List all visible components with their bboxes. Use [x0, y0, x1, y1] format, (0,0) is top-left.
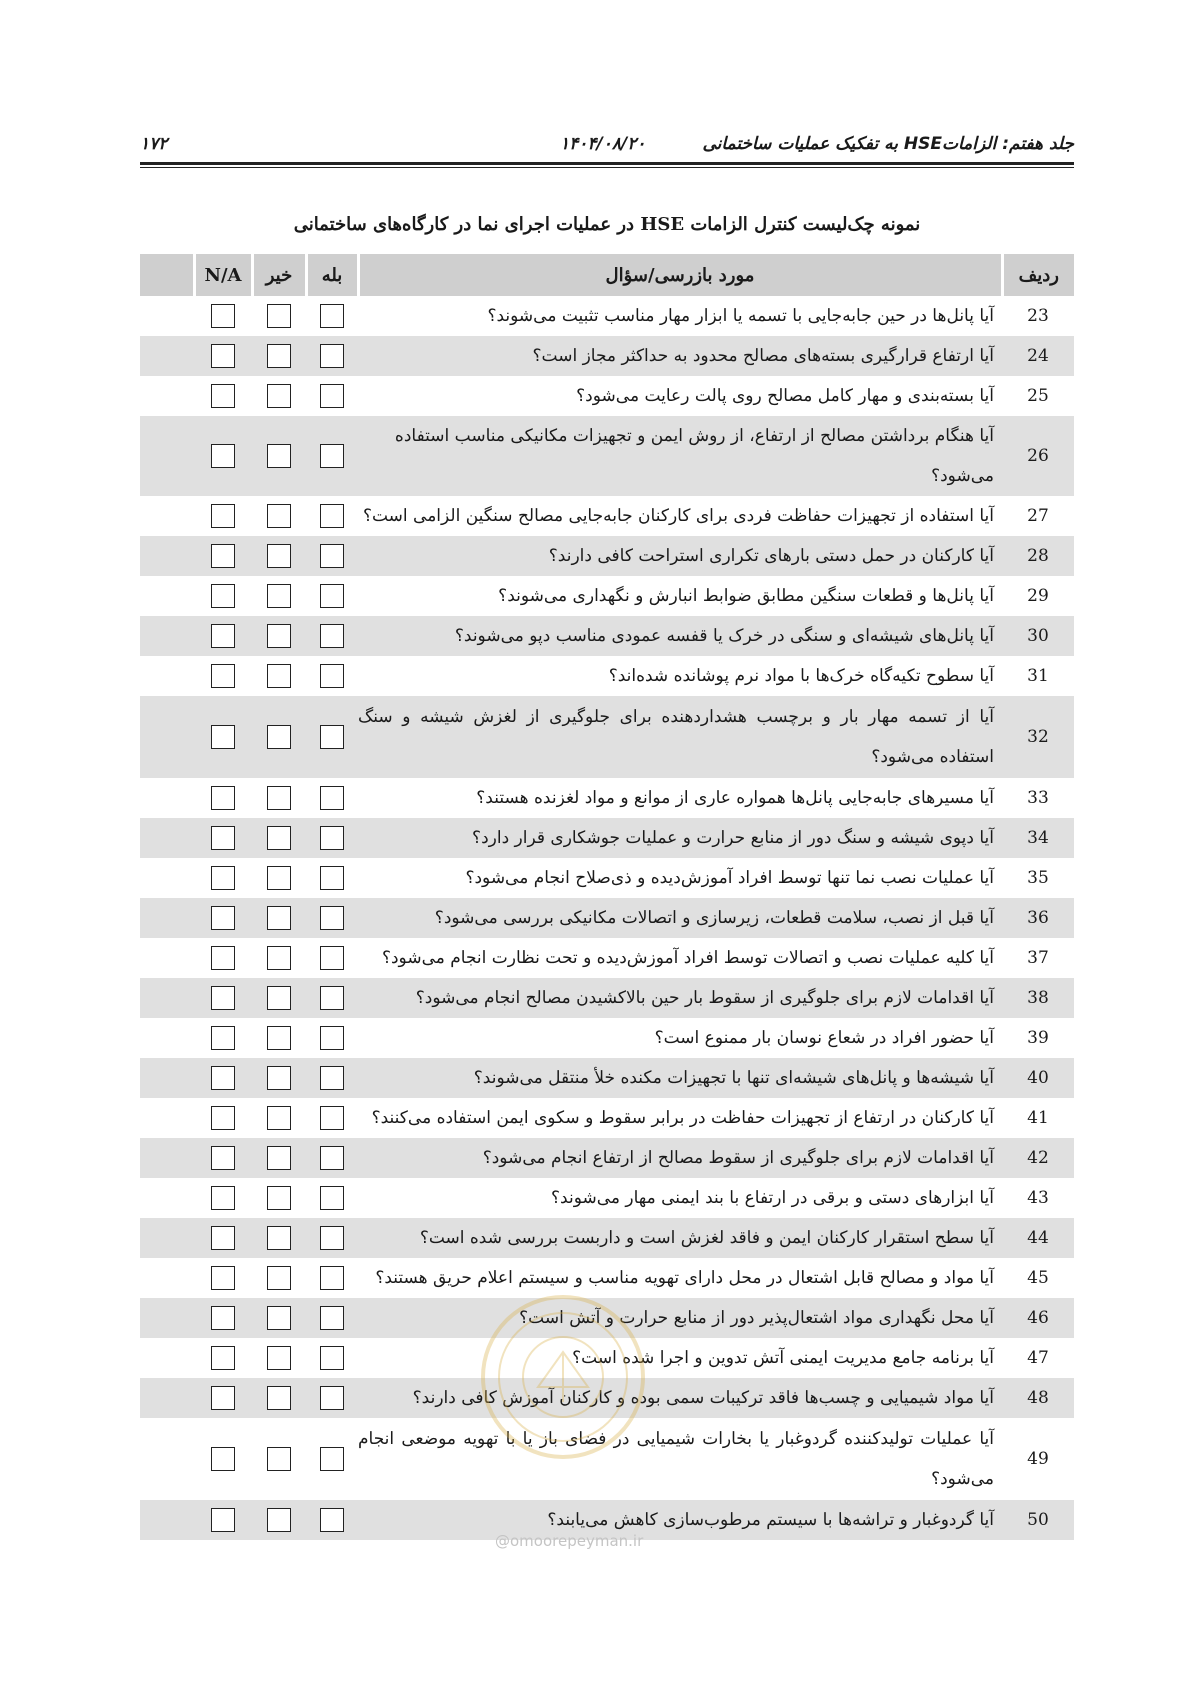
checkbox-na[interactable]: [211, 664, 235, 688]
row-question: آیا سطح استقرار کارکنان ایمن و فاقد لغزش است و داربست بررسی شده است؟: [358, 1218, 1002, 1258]
row-question: آیا مواد شیمیایی و چسب‌ها فاقد ترکیبات سمی بوده و کارکنان آموزش کافی دارند؟: [358, 1378, 1002, 1418]
row-spacer: [140, 336, 194, 376]
row-number: 37: [1027, 948, 1049, 968]
watermark-url: @omoorepeyman.ir: [495, 1532, 644, 1550]
cell-no: [252, 536, 306, 576]
checklist-body: [140, 296, 1074, 1540]
cell-no: [252, 576, 306, 616]
cell-na: [194, 616, 252, 656]
row-question: آیا عملیات نصب نما تنها توسط افراد آموزش‌دیده و ذی‌صلاح انجام می‌شود؟: [465, 868, 994, 888]
checkbox-na[interactable]: [211, 584, 235, 608]
table-row: [140, 416, 1074, 496]
row-question: آیا مسیرهای جابه‌جایی پانل‌ها همواره عاری از موانع و مواد لغزنده هستند؟: [476, 788, 994, 808]
checkbox-no[interactable]: [267, 866, 291, 890]
cell-yes: [306, 1098, 358, 1138]
cell-na: [194, 1500, 252, 1540]
table-row: [140, 296, 1074, 336]
row-question: آیا حضور افراد در شعاع نوسان بار ممنوع است؟: [654, 1028, 994, 1048]
cell-yes: [306, 778, 358, 818]
cell-yes: [306, 496, 358, 536]
row-number: 25: [1027, 386, 1049, 406]
checkbox-no[interactable]: [267, 664, 291, 688]
cell-yes: [306, 1018, 358, 1058]
checkbox-yes[interactable]: [320, 1266, 344, 1290]
cell-no: [252, 858, 306, 898]
cell-na: [194, 1178, 252, 1218]
cell-na: [194, 938, 252, 978]
row-question: آیا ابزارهای دستی و برقی در ارتفاع با بند ایمنی مهار می‌شوند؟: [551, 1188, 994, 1208]
checkbox-no[interactable]: [267, 906, 291, 930]
cell-no: [252, 376, 306, 416]
row-spacer: [140, 1418, 194, 1500]
cell-no: [252, 656, 306, 696]
checkbox-no[interactable]: [267, 1066, 291, 1090]
cell-yes: [306, 1418, 358, 1500]
checkbox-na[interactable]: [211, 1106, 235, 1130]
row-number: 46: [1002, 1298, 1074, 1338]
checkbox-no[interactable]: [267, 1186, 291, 1210]
row-question: آیا محل نگهداری مواد اشتعال‌پذیر دور از منابع حرارت و آتش است؟: [358, 1298, 1002, 1338]
row-number: 50: [1002, 1500, 1074, 1540]
row-number: 44: [1002, 1218, 1074, 1258]
cell-na: [194, 416, 252, 496]
row-spacer: [140, 696, 194, 778]
cell-na: [194, 1138, 252, 1178]
checkbox-na[interactable]: [211, 725, 235, 749]
checkbox-yes[interactable]: [320, 1106, 344, 1130]
checkbox-no[interactable]: [267, 1146, 291, 1170]
row-spacer: [140, 656, 194, 696]
row-spacer: [140, 416, 194, 496]
cell-no: [252, 496, 306, 536]
checkbox-no[interactable]: [267, 504, 291, 528]
cell-no: [252, 818, 306, 858]
cell-yes: [306, 576, 358, 616]
checkbox-na[interactable]: [211, 344, 235, 368]
checkbox-na[interactable]: [211, 866, 235, 890]
table-row: [140, 656, 1074, 696]
checkbox-yes[interactable]: [320, 304, 344, 328]
checkbox-na[interactable]: [211, 906, 235, 930]
table-row: [140, 1338, 1074, 1378]
checkbox-yes[interactable]: [320, 1447, 344, 1471]
cell-no: [252, 778, 306, 818]
row-spacer: [140, 576, 194, 616]
row-number: 36: [1002, 898, 1074, 938]
row-spacer: [140, 376, 194, 416]
cell-no: [252, 296, 306, 336]
cell-no: [252, 1258, 306, 1298]
checkbox-yes[interactable]: [320, 384, 344, 408]
checkbox-yes[interactable]: [320, 1306, 344, 1330]
cell-na: [194, 1258, 252, 1298]
checkbox-yes[interactable]: [320, 1508, 344, 1532]
cell-yes: [306, 376, 358, 416]
row-question: آیا گردوغبار و تراشه‌ها با سیستم مرطوب‌سازی کاهش می‌یابند؟: [358, 1500, 1002, 1540]
checkbox-no[interactable]: [267, 1447, 291, 1471]
cell-no: [252, 1058, 306, 1098]
cell-no: [252, 1218, 306, 1258]
cell-yes: [306, 938, 358, 978]
header-rule-thick: [140, 162, 1074, 165]
row-question: آیا بسته‌بندی و مهار کامل مصالح روی پالت رعایت می‌شود؟: [576, 386, 994, 406]
table-row: [140, 978, 1074, 1018]
table-row: [140, 1098, 1074, 1138]
table-row: [140, 616, 1074, 656]
checkbox-na[interactable]: [211, 986, 235, 1010]
cell-no: [252, 1018, 306, 1058]
cell-yes: [306, 536, 358, 576]
checkbox-no[interactable]: [267, 1508, 291, 1532]
row-spacer: [140, 1138, 194, 1178]
row-question: آیا قبل از نصب، سلامت قطعات، زیرسازی و اتصالات مکانیکی بررسی می‌شود؟: [358, 898, 1002, 938]
cell-na: [194, 376, 252, 416]
column-header-yes: بله: [306, 254, 358, 296]
checkbox-no[interactable]: [267, 304, 291, 328]
cell-yes: [306, 1178, 358, 1218]
checkbox-no[interactable]: [267, 584, 291, 608]
table-header-row: [140, 254, 1074, 296]
cell-na: [194, 656, 252, 696]
cell-yes: [306, 1378, 358, 1418]
row-number: 41: [1027, 1108, 1049, 1128]
checkbox-yes[interactable]: [320, 1386, 344, 1410]
table-row: [140, 496, 1074, 536]
row-question: آیا هنگام برداشتن مصالح از ارتفاع، از روش ایمن و تجهیزات مکانیکی مناسب استفاده می‌شود؟: [358, 416, 1002, 496]
cell-yes: [306, 1500, 358, 1540]
table-row: [140, 696, 1074, 778]
row-question: آیا اقدامات لازم برای جلوگیری از سقوط مصالح از ارتفاع انجام می‌شود؟: [358, 1138, 1002, 1178]
row-spacer: [140, 296, 194, 336]
table-row: [140, 1138, 1074, 1178]
checkbox-no[interactable]: [267, 1306, 291, 1330]
cell-na: [194, 1378, 252, 1418]
cell-no: [252, 938, 306, 978]
checkbox-na[interactable]: [211, 1066, 235, 1090]
cell-yes: [306, 416, 358, 496]
row-spacer: [140, 938, 194, 978]
checkbox-na[interactable]: [211, 544, 235, 568]
cell-yes: [306, 858, 358, 898]
checkbox-na[interactable]: [211, 444, 235, 468]
checkbox-yes[interactable]: [320, 1186, 344, 1210]
cell-na: [194, 696, 252, 778]
row-number: 33: [1027, 788, 1049, 808]
row-question: آیا پانل‌های شیشه‌ای و سنگی در خرک یا قفسه عمودی مناسب دپو می‌شوند؟: [358, 616, 1002, 656]
cell-yes: [306, 696, 358, 778]
cell-na: [194, 898, 252, 938]
row-spacer: [140, 1218, 194, 1258]
column-header-na: N/A: [194, 254, 252, 296]
cell-no: [252, 1298, 306, 1338]
row-spacer: [140, 496, 194, 536]
row-number: 23: [1027, 306, 1049, 326]
row-number: 47: [1027, 1348, 1049, 1368]
row-spacer: [140, 1258, 194, 1298]
row-number: 34: [1002, 818, 1074, 858]
cell-no: [252, 1378, 306, 1418]
checkbox-yes[interactable]: [320, 1026, 344, 1050]
cell-na: [194, 1338, 252, 1378]
cell-no: [252, 696, 306, 778]
cell-no: [252, 416, 306, 496]
cell-yes: [306, 1298, 358, 1338]
row-number: 45: [1027, 1268, 1049, 1288]
checkbox-na[interactable]: [211, 384, 235, 408]
row-number: 42: [1002, 1138, 1074, 1178]
row-question: آیا پانل‌ها در حین جابه‌جایی با تسمه یا ابزار مهار مناسب تثبیت می‌شوند؟: [487, 306, 994, 326]
row-number: 32: [1002, 696, 1074, 778]
cell-no: [252, 336, 306, 376]
checkbox-yes[interactable]: [320, 1226, 344, 1250]
table-row: [140, 536, 1074, 576]
header-date: ۱۴۰۴/۰۸/۲۰: [560, 134, 646, 154]
row-spacer: [140, 978, 194, 1018]
row-spacer: [140, 1338, 194, 1378]
row-question: آیا عملیات تولیدکننده گردوغبار یا بخارات شیمیایی در فضای باز یا با تهویه موضعی انجام می‌شود؟: [358, 1429, 994, 1489]
cell-no: [252, 1178, 306, 1218]
checkbox-no[interactable]: [267, 444, 291, 468]
row-question: آیا کارکنان در حمل دستی بارهای تکراری استراحت کافی دارند؟: [358, 536, 1002, 576]
cell-no: [252, 616, 306, 656]
row-question: آیا ارتفاع قرارگیری بسته‌های مصالح محدود به حداکثر مجاز است؟: [358, 336, 1002, 376]
row-number: 30: [1002, 616, 1074, 656]
row-question: آیا مواد و مصالح قابل اشتعال در محل دارای تهویه مناسب و سیستم اعلام حریق هستند؟: [375, 1268, 994, 1288]
cell-na: [194, 1058, 252, 1098]
checkbox-na[interactable]: [211, 1447, 235, 1471]
cell-na: [194, 336, 252, 376]
cell-na: [194, 296, 252, 336]
checkbox-yes[interactable]: [320, 544, 344, 568]
row-number: 31: [1027, 666, 1049, 686]
row-question: آیا کلیه عملیات نصب و اتصالات توسط افراد آموزش‌دیده و تحت نظارت انجام می‌شود؟: [381, 948, 994, 968]
row-number: 24: [1002, 336, 1074, 376]
checkbox-yes[interactable]: [320, 1146, 344, 1170]
row-question: آیا از تسمه مهار بار و برچسب هشداردهنده برای جلوگیری از لغزش شیشه و سنگ استفاده می‌شود؟: [358, 696, 1002, 778]
checkbox-no[interactable]: [267, 1026, 291, 1050]
cell-na: [194, 818, 252, 858]
cell-yes: [306, 818, 358, 858]
checkbox-yes[interactable]: [320, 504, 344, 528]
row-question: آیا پانل‌ها و قطعات سنگین مطابق ضوابط انبارش و نگهداری می‌شوند؟: [498, 586, 994, 606]
row-spacer: [140, 1098, 194, 1138]
row-number: 29: [1027, 586, 1049, 606]
checkbox-no[interactable]: [267, 344, 291, 368]
cell-yes: [306, 978, 358, 1018]
table-row: [140, 376, 1074, 416]
table-row: [140, 818, 1074, 858]
checkbox-no[interactable]: [267, 986, 291, 1010]
cell-yes: [306, 336, 358, 376]
checkbox-no[interactable]: [267, 544, 291, 568]
column-header-question: مورد بازرسی/سؤال: [358, 254, 1002, 296]
page-number: ۱۷۲: [140, 134, 168, 154]
checkbox-na[interactable]: [211, 304, 235, 328]
row-number: 48: [1002, 1378, 1074, 1418]
cell-yes: [306, 1218, 358, 1258]
header-rule-thin: [140, 167, 1074, 168]
cell-na: [194, 978, 252, 1018]
row-number: 27: [1027, 506, 1049, 526]
table-row: [140, 778, 1074, 818]
cell-yes: [306, 898, 358, 938]
checklist-table: [140, 254, 1074, 1540]
row-question: آیا استفاده از تجهیزات حفاظت فردی برای کارکنان جابه‌جایی مصالح سنگین الزامی است؟: [362, 506, 994, 526]
table-row: [140, 1018, 1074, 1058]
row-spacer: [140, 616, 194, 656]
checkbox-no[interactable]: [267, 786, 291, 810]
checkbox-yes[interactable]: [320, 444, 344, 468]
row-number: 49: [1027, 1449, 1049, 1469]
cell-no: [252, 1500, 306, 1540]
cell-na: [194, 1418, 252, 1500]
checkbox-na[interactable]: [211, 624, 235, 648]
cell-yes: [306, 1338, 358, 1378]
row-question: آیا شیشه‌ها و پانل‌های شیشه‌ای تنها با تجهیزات مکنده خلأ منتقل می‌شوند؟: [358, 1058, 1002, 1098]
row-spacer: [140, 898, 194, 938]
cell-na: [194, 858, 252, 898]
checkbox-yes[interactable]: [320, 725, 344, 749]
checkbox-yes[interactable]: [320, 986, 344, 1010]
row-number: 43: [1027, 1188, 1049, 1208]
cell-no: [252, 1418, 306, 1500]
checkbox-yes[interactable]: [320, 826, 344, 850]
cell-yes: [306, 1138, 358, 1178]
row-spacer: [140, 1058, 194, 1098]
page-header: [140, 128, 1074, 164]
checkbox-na[interactable]: [211, 1386, 235, 1410]
table-row: [140, 938, 1074, 978]
cell-na: [194, 778, 252, 818]
checkbox-yes[interactable]: [320, 664, 344, 688]
checkbox-no[interactable]: [267, 1346, 291, 1370]
table-row: [140, 898, 1074, 938]
checkbox-no[interactable]: [267, 1266, 291, 1290]
checkbox-na[interactable]: [211, 1346, 235, 1370]
cell-no: [252, 1098, 306, 1138]
row-question: آیا سطوح تکیه‌گاه خرک‌ها با مواد نرم پوشانده شده‌اند؟: [608, 666, 994, 686]
table-row: [140, 1058, 1074, 1098]
checkbox-na[interactable]: [211, 1186, 235, 1210]
checkbox-no[interactable]: [267, 725, 291, 749]
checkbox-no[interactable]: [267, 624, 291, 648]
row-number: 35: [1027, 868, 1049, 888]
table-row: [140, 1218, 1074, 1258]
cell-na: [194, 1098, 252, 1138]
checkbox-no[interactable]: [267, 1386, 291, 1410]
cell-na: [194, 1018, 252, 1058]
checkbox-yes[interactable]: [320, 1346, 344, 1370]
checkbox-na[interactable]: [211, 1226, 235, 1250]
checkbox-yes[interactable]: [320, 946, 344, 970]
cell-no: [252, 1338, 306, 1378]
table-row: [140, 1178, 1074, 1218]
cell-yes: [306, 296, 358, 336]
checkbox-yes[interactable]: [320, 624, 344, 648]
table-row: [140, 1378, 1074, 1418]
checkbox-yes[interactable]: [320, 1066, 344, 1090]
row-spacer: [140, 858, 194, 898]
checkbox-na[interactable]: [211, 946, 235, 970]
row-spacer: [140, 536, 194, 576]
checkbox-no[interactable]: [267, 946, 291, 970]
checkbox-na[interactable]: [211, 1266, 235, 1290]
row-number: 28: [1002, 536, 1074, 576]
table-row: [140, 336, 1074, 376]
checkbox-na[interactable]: [211, 1026, 235, 1050]
checkbox-na[interactable]: [211, 826, 235, 850]
table-row: [140, 576, 1074, 616]
cell-na: [194, 496, 252, 536]
book-title: جلد هفتم: الزاماتHSE به تفکیک عملیات ساختمانی: [702, 134, 1074, 154]
checkbox-yes[interactable]: [320, 866, 344, 890]
table-row: [140, 1298, 1074, 1338]
row-spacer: [140, 1018, 194, 1058]
column-header-row-number: ردیف: [1002, 254, 1074, 296]
cell-yes: [306, 1258, 358, 1298]
table-row: [140, 1418, 1074, 1500]
checkbox-yes[interactable]: [320, 344, 344, 368]
row-spacer: [140, 1378, 194, 1418]
checklist-title: نمونه چک‌لیست کنترل الزامات HSE در عملیات اجرای نما در کارگاه‌های ساختمانی: [293, 214, 921, 235]
cell-yes: [306, 1058, 358, 1098]
cell-no: [252, 978, 306, 1018]
checkbox-no[interactable]: [267, 826, 291, 850]
checkbox-na[interactable]: [211, 1508, 235, 1532]
row-question: آیا دپوی شیشه و سنگ دور از منابع حرارت و عملیات جوشکاری قرار دارد؟: [358, 818, 1002, 858]
checkbox-yes[interactable]: [320, 786, 344, 810]
row-question: آیا برنامه جامع مدیریت ایمنی آتش تدوین و اجرا شده است؟: [572, 1348, 994, 1368]
column-header-spacer: [140, 254, 194, 296]
column-header-no: خیر: [252, 254, 306, 296]
checkbox-yes[interactable]: [320, 584, 344, 608]
table-row: [140, 1258, 1074, 1298]
row-number: 40: [1002, 1058, 1074, 1098]
row-question: آیا اقدامات لازم برای جلوگیری از سقوط بار حین بالاکشیدن مصالح انجام می‌شود؟: [358, 978, 1002, 1018]
cell-no: [252, 898, 306, 938]
table-row: [140, 858, 1074, 898]
checkbox-no[interactable]: [267, 1226, 291, 1250]
checkbox-na[interactable]: [211, 1146, 235, 1170]
row-number: 38: [1002, 978, 1074, 1018]
cell-na: [194, 1298, 252, 1338]
checkbox-na[interactable]: [211, 1306, 235, 1330]
row-spacer: [140, 1178, 194, 1218]
cell-na: [194, 576, 252, 616]
checkbox-yes[interactable]: [320, 906, 344, 930]
row-spacer: [140, 818, 194, 858]
checkbox-no[interactable]: [267, 384, 291, 408]
row-spacer: [140, 1298, 194, 1338]
row-number: 26: [1002, 416, 1074, 496]
checkbox-na[interactable]: [211, 504, 235, 528]
cell-yes: [306, 656, 358, 696]
cell-no: [252, 1138, 306, 1178]
row-question: آیا کارکنان در ارتفاع از تجهیزات حفاظت در برابر سقوط و سکوی ایمن استفاده می‌کنند؟: [371, 1108, 994, 1128]
row-number: 39: [1027, 1028, 1049, 1048]
row-spacer: [140, 1500, 194, 1540]
row-spacer: [140, 778, 194, 818]
cell-na: [194, 536, 252, 576]
checkbox-no[interactable]: [267, 1106, 291, 1130]
cell-na: [194, 1218, 252, 1258]
cell-yes: [306, 616, 358, 656]
checkbox-na[interactable]: [211, 786, 235, 810]
